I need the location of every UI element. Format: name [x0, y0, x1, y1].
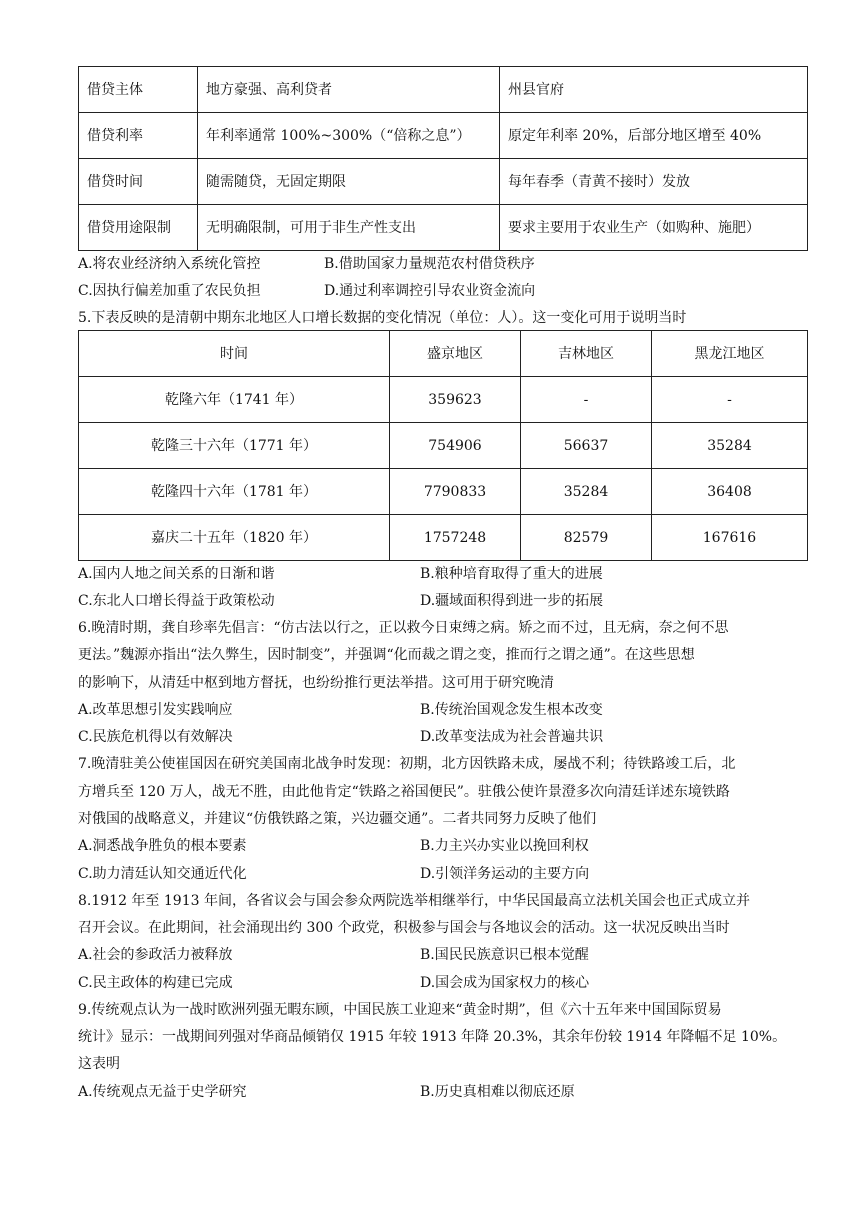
q9-stem-line: 这表明	[78, 1056, 120, 1072]
table-row	[79, 205, 808, 251]
table-cell: 7790833	[390, 469, 521, 515]
q7-option-d: D.引领洋务运动的主要方向	[420, 866, 590, 882]
table-cell: 35284	[521, 469, 652, 515]
loan-comparison-table	[78, 66, 808, 251]
table-row	[79, 159, 808, 205]
table-cell: 借贷主体	[79, 67, 198, 113]
table-header: 黑龙江地区	[652, 331, 808, 377]
table-row	[79, 67, 808, 113]
table-cell: 167616	[652, 515, 808, 561]
table-cell: -	[652, 377, 808, 423]
table-cell: 754906	[390, 423, 521, 469]
table-cell: -	[521, 377, 652, 423]
q9-option-a: A.传统观点无益于史学研究	[78, 1084, 247, 1100]
table-cell: 无明确限制，可用于非生产性支出	[198, 205, 500, 251]
table-cell: 随需随贷，无固定期限	[198, 159, 500, 205]
q9-stem-line: 9.传统观点认为一战时欧洲列强无暇东顾，中国民族工业迎来“黄金时期”，但《六十五年来中国国际贸易	[78, 1002, 722, 1018]
table-cell: 借贷用途限制	[79, 205, 198, 251]
q7-stem-line: 7.晚清驻美公使崔国因在研究美国南北战争时发现：初期，北方因铁路未成，屡战不利；待铁路竣工后，北	[78, 756, 736, 772]
table-row	[79, 515, 808, 561]
q5-option-b: B.粮种培育取得了重大的进展	[420, 566, 603, 582]
table-cell: 82579	[521, 515, 652, 561]
population-table	[78, 330, 808, 561]
table-cell: 州县官府	[500, 67, 808, 113]
table-row	[79, 469, 808, 515]
q5-option-c: C.东北人口增长得益于政策松动	[78, 593, 275, 609]
table-cell: 乾隆三十六年（1771 年）	[79, 423, 390, 469]
table-cell: 年利率通常 100%~300%（“倍称之息”）	[198, 113, 500, 159]
q4-option-d: D.通过利率调控引导农业资金流向	[324, 283, 536, 299]
q6-option-d: D.改革变法成为社会普遍共识	[420, 729, 604, 745]
q7-option-b: B.力主兴办实业以挽回利权	[420, 838, 589, 854]
q8-option-d: D.国会成为国家权力的核心	[420, 975, 590, 991]
q5-option-a: A.国内人地之间关系的日渐和谐	[78, 566, 275, 582]
q6-stem-line: 更法。”魏源亦指出“法久弊生，因时制变”，并强调“化而裁之谓之变，推而行之谓之通”。在这些思想	[78, 647, 695, 663]
q6-option-a: A.改革思想引发实践响应	[78, 702, 233, 718]
table-cell: 35284	[652, 423, 808, 469]
table-cell: 借贷利率	[79, 113, 198, 159]
q8-option-c: C.民主政体的构建已完成	[78, 975, 233, 991]
table-row	[79, 377, 808, 423]
q4-option-a: A.将农业经济纳入系统化管控	[78, 256, 261, 272]
q4-option-c: C.因执行偏差加重了农民负担	[78, 283, 261, 299]
table-cell: 乾隆四十六年（1781 年）	[79, 469, 390, 515]
table-header: 吉林地区	[521, 331, 652, 377]
table-header-row	[79, 331, 808, 377]
table-cell: 借贷时间	[79, 159, 198, 205]
q7-option-a: A.洞悉战争胜负的根本要素	[78, 838, 247, 854]
table-header: 时间	[79, 331, 390, 377]
table-cell: 56637	[521, 423, 652, 469]
table-cell: 地方豪强、高利贷者	[198, 67, 500, 113]
q9-option-b: B.历史真相难以彻底还原	[420, 1084, 575, 1100]
q9-stem-line: 统计》显示：一战期间列强对华商品倾销仅 1915 年较 1913 年降 20.3%，其余年份较 1914 年降幅不足 10%。	[78, 1029, 787, 1045]
q5-option-d: D.疆域面积得到进一步的拓展	[420, 593, 604, 609]
table-cell: 乾隆六年（1741 年）	[79, 377, 390, 423]
q7-stem-line: 对俄国的战略意义，并建议“仿俄铁路之策，兴边疆交通”。二者共同努力反映了他们	[78, 811, 597, 827]
q6-stem-line: 6.晚清时期，龚自珍率先倡言：“仿古法以行之，正以救今日束缚之病。矫之而不过，且无病，奈之何不思	[78, 620, 729, 636]
table-header: 盛京地区	[390, 331, 521, 377]
table-cell: 每年春季（青黄不接时）发放	[500, 159, 808, 205]
table-row	[79, 423, 808, 469]
q8-stem-line: 8.1912 年至 1913 年间，各省议会与国会参众两院选举相继举行，中华民国最高立法机关国会也正式成立并	[78, 893, 750, 909]
q8-option-a: A.社会的参政活力被释放	[78, 947, 233, 963]
q8-option-b: B.国民民族意识已根本觉醒	[420, 947, 589, 963]
q4-option-b: B.借助国家力量规范农村借贷秩序	[324, 256, 535, 272]
table-row	[79, 113, 808, 159]
table-cell: 36408	[652, 469, 808, 515]
table-cell: 原定年利率 20%，后部分地区增至 40%	[500, 113, 808, 159]
q6-option-c: C.民族危机得以有效解决	[78, 729, 233, 745]
table-cell: 1757248	[390, 515, 521, 561]
q7-stem-line: 方增兵至 120 万人，战无不胜，由此他肯定“铁路之裕国便民”。驻俄公使许景澄多次向清廷详述东境铁路	[78, 784, 730, 800]
table-cell: 嘉庆二十五年（1820 年）	[79, 515, 390, 561]
q8-stem-line: 召开会议。在此期间，社会涌现出约 300 个政党，积极参与国会与各地议会的活动。这一状况反映出当时	[78, 920, 730, 936]
q6-option-b: B.传统治国观念发生根本改变	[420, 702, 603, 718]
q6-stem-line: 的影响下，从清廷中枢到地方督抚，也纷纷推行更法举措。这可用于研究晚清	[78, 675, 554, 691]
q5-stem: 5.下表反映的是清朝中期东北地区人口增长数据的变化情况（单位：人）。这一变化可用于说明当时	[78, 310, 687, 326]
table-cell: 要求主要用于农业生产（如购种、施肥）	[500, 205, 808, 251]
q7-option-c: C.助力清廷认知交通近代化	[78, 866, 247, 882]
table-cell: 359623	[390, 377, 521, 423]
